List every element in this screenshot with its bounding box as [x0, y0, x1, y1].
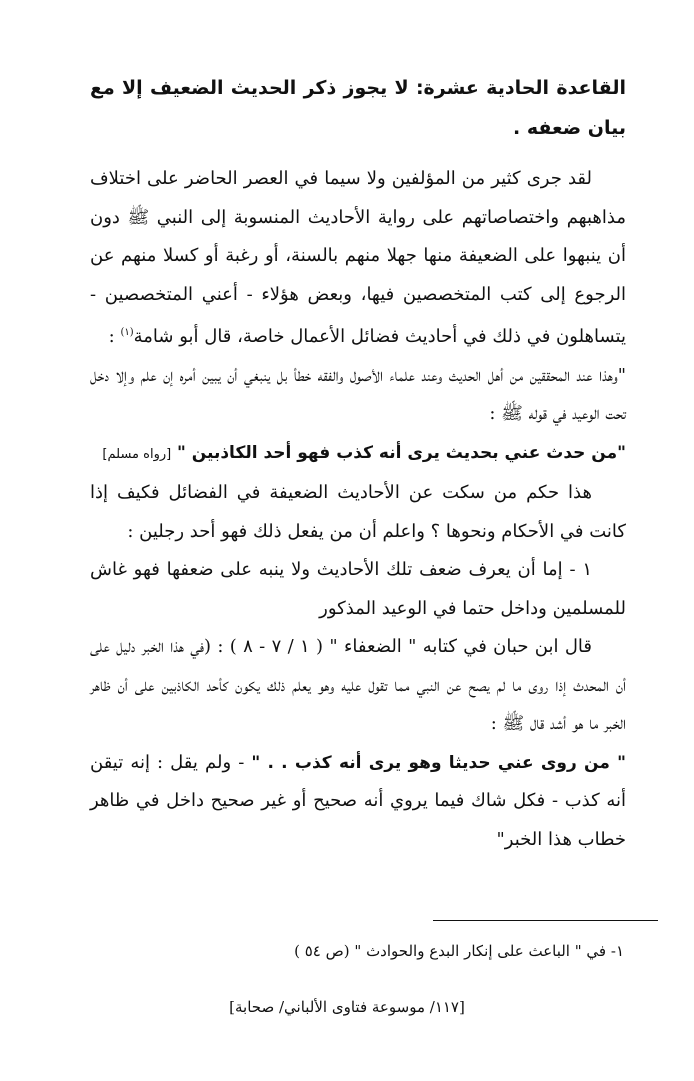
hadith-1-reference: [رواه مسلم] [102, 446, 172, 462]
main-content [90, 68, 626, 859]
rule-heading: القاعدة الحادية عشرة: لا يجوز ذكر الحديث الضعيف إلا مع بيان ضعفه . [90, 77, 626, 139]
paragraph-intro-end: : [108, 326, 121, 347]
hadith-2-text: " من روى عني حديثا وهو يرى أنه كذب . . " [251, 752, 626, 773]
quote-abu-shama: "وهذا عند المحققين من أهل الحديث وعند علماء الأصول والفقه خطأ بل ينبغي أن يبين أمره إن علم وإلا دخل تحت الوعيد في قوله ﷺ : [90, 364, 626, 424]
footnote-divider [433, 920, 658, 921]
paragraph-ibn-hibban: قال ابن حبان في كتابه " الضعفاء " ( ١ / ٧ - ٨ ) : (في هذا الخبر دليل على أن المحدث إذا روى ما لم يصح عن النبي مما تقول عليه وهو يعلم ذلك يكون كأحد الكاذبين على أن ظاهر الخبر ما هو أشد قال ﷺ : [90, 636, 626, 734]
page-footer-reference: [١١٧/ موسوعة فتاوى الألباني/ صحابة] [229, 998, 465, 1016]
hadith-quote-2 [90, 744, 626, 860]
hadith-1-text: "من حدث عني بحديث يرى أنه كذب فهو أحد الكاذبين " [176, 442, 626, 463]
paragraph-intro [90, 160, 626, 357]
paragraph-ruling: هذا حكم من سكت عن الأحاديث الضعيفة في الفضائل فكيف إذا كانت في الأحكام ونحوها ؟ واعلم أن من يفعل ذلك فهو أحد رجلين : [90, 482, 626, 542]
paragraph-intro-text: لقد جرى كثير من المؤلفين ولا سيما في العصر الحاضر على اختلاف مذاهبهم واختصاصاتهم على رواية الأحاديث المنسوبة إلى النبي ﷺ دون أن ينبهوا على الضعيفة منها جهلا منهم بالسنة، أو رغبة أو كسلا منهم عن الرجوع إلى كتب المتخصصين فيها، وبعض هؤلاء - أعني المتخصصين - يتساهلون في ذلك في أحاديث فضائل الأعمال خاصة، قال أبو شامة [90, 168, 626, 347]
hadith-2-commentary: - ولم يقل : إنه تيقن أنه كذب - فكل شاك فيما يروي أنه صحيح أو غير صحيح داخل في ظاهر خطاب هذا الخبر" [90, 751, 626, 850]
footnote-marker[interactable]: (١) [120, 327, 134, 338]
footnote: ١- في " الباعث على إنكار البدع والحوادث " (ص ٥٤ ) [294, 942, 624, 960]
hadith-quote-1 [90, 434, 626, 475]
list-item-1: ١ - إما أن يعرف ضعف تلك الأحاديث ولا ينبه على ضعفها فهو غاش للمسلمين وداخل حتما في الوعيد المذكور [90, 559, 626, 619]
